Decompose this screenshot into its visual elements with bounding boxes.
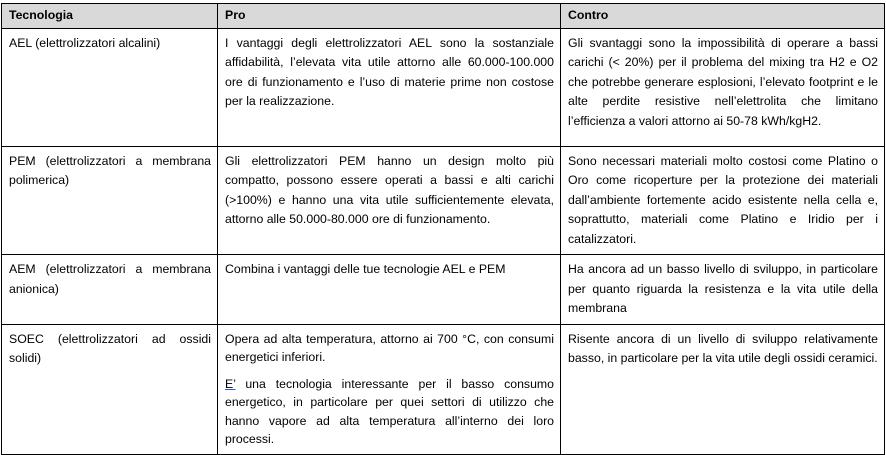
pro-paragraph-2-text: una tecnologia interessante per il basso consumo energetico, in particolare per quei settori di utilizzo che hanno vapore ad alta temperatura all’interno dei loro processi. [225, 376, 554, 446]
cell-pro: Combina i vantaggi delle tue tecnologie AEL e PEM [218, 255, 561, 325]
cell-pro [218, 324, 561, 454]
technology-comparison-table [1, 3, 885, 455]
header-pro: Pro [218, 4, 561, 29]
cell-tecnologia: PEM (elettrolizzatori a membrana polimerica) [2, 146, 218, 255]
cell-pro: I vantaggi degli elettrolizzatori AEL sono la sostanziale affidabilità, l’elevata vita utile attorno alle 60.000-100.000 ore di funzionamento e l’uso di materie prime non costose per la realizzazione. [218, 28, 561, 146]
cell-tecnologia: AEL (elettrolizzatori alcalini) [2, 28, 218, 146]
cell-tecnologia: SOEC (elettrolizzatori ad ossidi solidi) [2, 324, 218, 454]
cell-contro: Risente ancora di un livello di sviluppo relativamente basso, in particolare per la vita utile degli ossidi ceramici. [561, 324, 885, 454]
cell-pro: Gli elettrolizzatori PEM hanno un design molto più compatto, possono essere operati a bassi e alti carichi (>100%) e hanno una vita utile sufficientemente elevata, attorno alle 50.000-80.000 ore di funzionamento. [218, 146, 561, 255]
table-row-ael [2, 28, 885, 146]
header-contro: Contro [561, 4, 885, 29]
pro-paragraph-1: Opera ad alta temperatura, attorno ai 700 °C, con consumi energetici inferiori. [225, 331, 554, 364]
header-tecnologia: Tecnologia [2, 4, 218, 29]
header-row [2, 4, 885, 29]
pro-paragraph-2 [225, 375, 554, 449]
cell-contro: Ha ancora ad un basso livello di sviluppo, in particolare per quanto riguarda la resistenza e la vita utile della membrana [561, 255, 885, 325]
cell-contro: Sono necessari materiali molto costosi come Platino o Oro come ricoperture per la protezione dei materiali dall’ambiente fortemente acido esistente nella cella e, soprattutto, materiali come Platino e Iridio per i catalizzatori. [561, 146, 885, 255]
table-row-soec [2, 324, 885, 454]
table-row-pem [2, 146, 885, 255]
cell-contro: Gli svantaggi sono la impossibilità di operare a bassi carichi (< 20%) per il problema del mixing tra H2 e O2 che potrebbe generare esplosioni, l’elevato footprint e le alte perdite resistive nell’elettrolita che limitano l’efficienza a valori attorno ai 50-78 kWh/kgH2. [561, 28, 885, 146]
table-row-aem [2, 255, 885, 325]
cell-tecnologia: AEM (elettrolizzatori a membrana anionica) [2, 255, 218, 325]
spellcheck-marked-word: E’ [225, 376, 236, 391]
